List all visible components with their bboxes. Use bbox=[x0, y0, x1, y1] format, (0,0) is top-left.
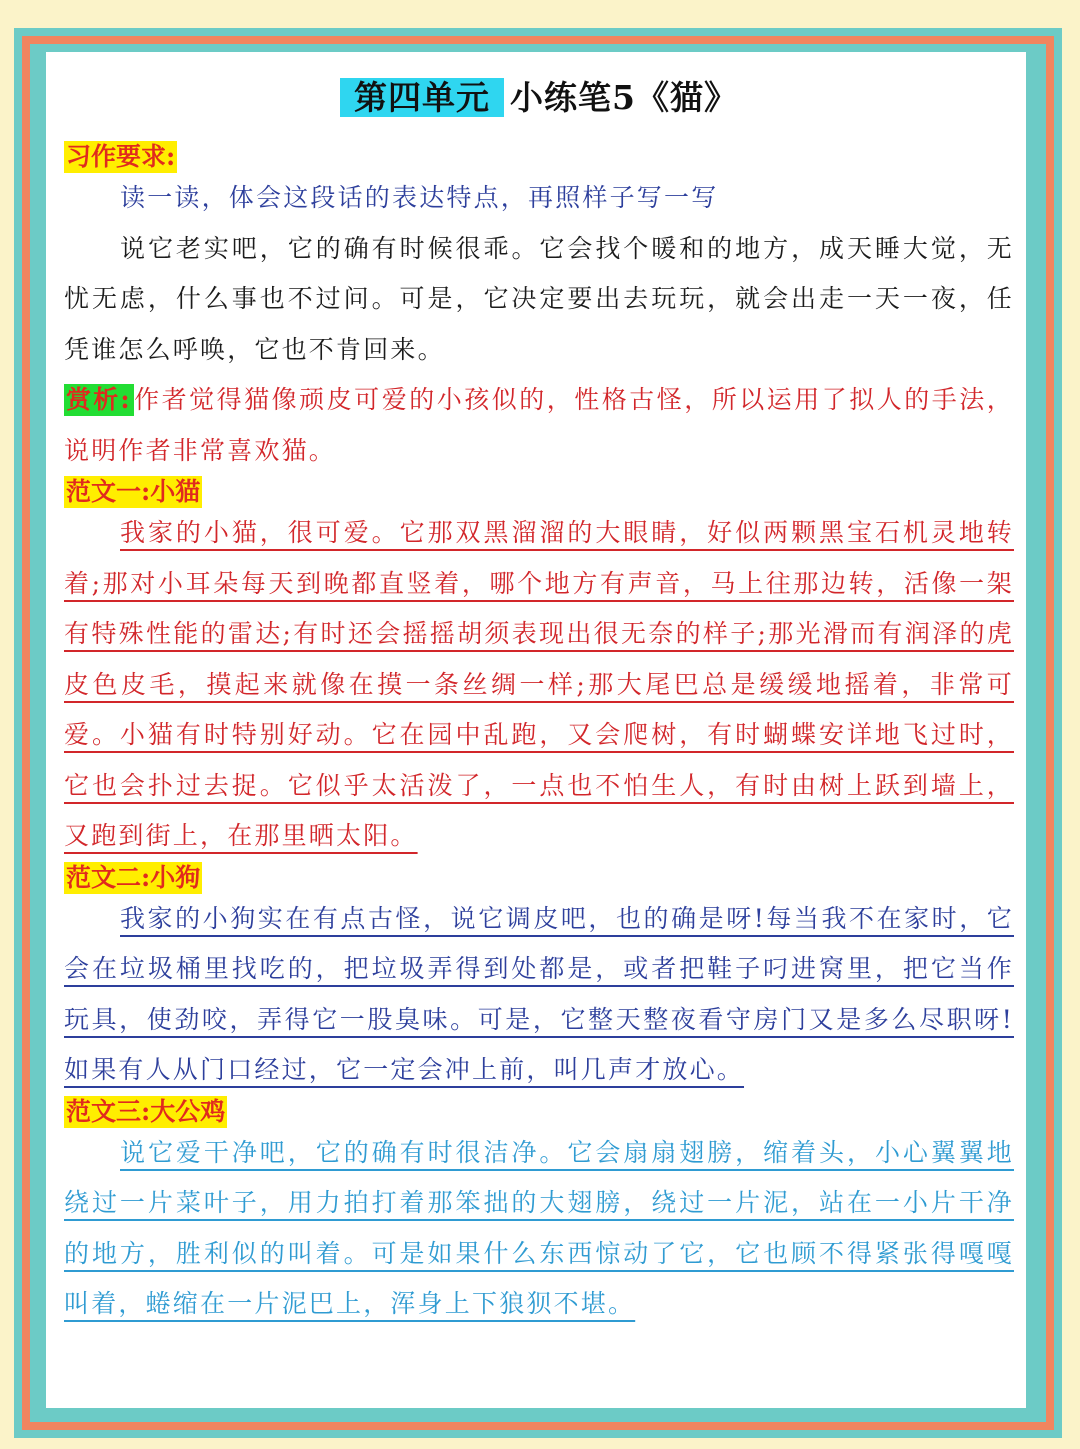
requirement-section bbox=[64, 141, 1014, 375]
essay-three-paragraph bbox=[64, 1128, 1014, 1330]
sample-passage: 说它老实吧，它的确有时候很乖。它会找个暖和的地方，成天睡大觉，无忧无虑，什么事也不过问。可是，它决定要出去玩玩，就会出走一天一夜，任凭谁怎么呼唤，它也不肯回来。 bbox=[64, 233, 1014, 364]
essay-three-label: 范文三:大公鸡 bbox=[66, 1096, 226, 1126]
essay-two-label: 范文二:小狗 bbox=[66, 862, 201, 892]
requirement-label: 习作要求: bbox=[66, 142, 176, 171]
essay-two-section bbox=[64, 862, 1014, 1096]
requirement-instruction: 读一读，体会这段话的表达特点，再照样子写一写 bbox=[120, 183, 719, 212]
essay-one-section bbox=[64, 476, 1014, 862]
analysis-text: 作者觉得猫像顽皮可爱的小孩似的，性格古怪，所以运用了拟人的手法，说明作者非常喜欢猫。 bbox=[64, 385, 1014, 465]
analysis-label: 赏析: bbox=[66, 385, 132, 414]
essay-three-section bbox=[64, 1096, 1014, 1330]
essay-one-text: 我家的小猫，很可爱。它那双黑溜溜的大眼睛，好似两颗黑宝石机灵地转着;那对小耳朵每天到晚都直竖着，哪个地方有声音，马上往那边转，活像一架有特殊性能的雷达;有时还会摇摇胡须表现出很无奈的样子;那光滑而有润泽的虎皮色皮毛，摸起来就像在摸一条丝绸一样;那大尾巴总是缓缓地摇着，非常可爱。小猫有时特别好动。它在园中乱跑，又会爬树，有时蝴蝶安详地飞过时，它也会扑过去捉。它似乎太活泼了，一点也不怕生人，有时由树上跃到墙上，又跑到街上，在那里晒太阳。 bbox=[64, 518, 1014, 850]
essay-three-text: 说它爱干净吧，它的确有时很洁净。它会扇扇翅膀，缩着头，小心翼翼地绕过一片菜叶子，用力拍打着那笨拙的大翅膀，绕过一片泥，站在一小片干净的地方，胜利似的叫着。可是如果什么东西惊动了它，它也顾不得紧张得嘎嘎叫着，蜷缩在一片泥巴上，浑身上下狼狈不堪。 bbox=[64, 1137, 1014, 1318]
worksheet-paper bbox=[46, 52, 1026, 1408]
essay-two-text: 我家的小狗实在有点古怪，说它调皮吧，也的确是呀!每当我不在家时，它会在垃圾桶里找吃的，把垃圾弄得到处都是，或者把鞋子叼进窝里，把它当作玩具，使劲咬，弄得它一股臭味。可是，它整天整夜看守房门又是多么尽职呀!如果有人从门口经过，它一定会冲上前，叫几声才放心。 bbox=[64, 903, 1014, 1084]
essay-one-paragraph bbox=[64, 508, 1014, 862]
essay-two-paragraph bbox=[64, 894, 1014, 1096]
essay-one-label: 范文一:小猫 bbox=[66, 477, 201, 506]
analysis-paragraph bbox=[64, 375, 1014, 476]
analysis-section bbox=[64, 375, 1014, 476]
unit-highlight: 第四单元 bbox=[340, 78, 504, 117]
title-text: 小练笔5《猫》 bbox=[510, 78, 738, 117]
worksheet-content bbox=[64, 72, 1014, 1330]
page-title bbox=[64, 72, 1014, 119]
